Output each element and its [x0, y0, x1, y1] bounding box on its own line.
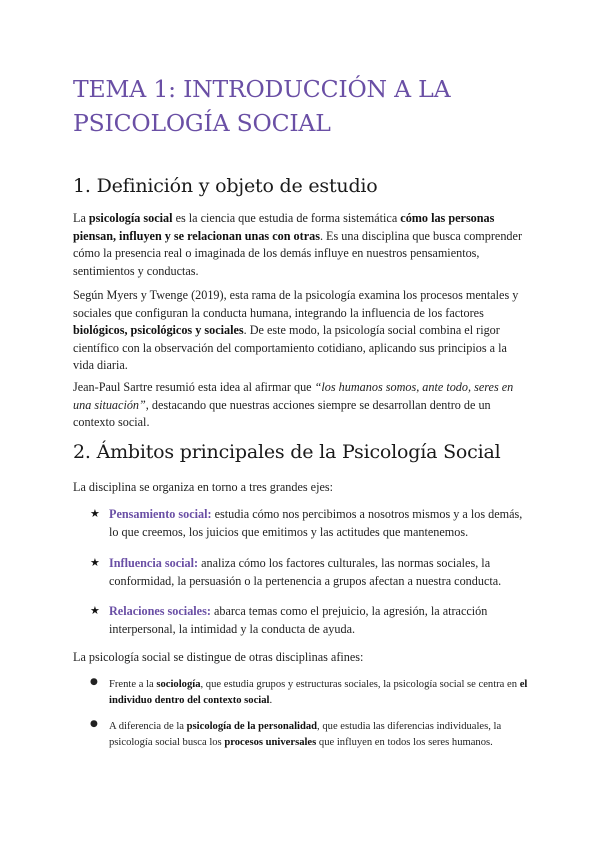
star-bullet-icon: ★: [90, 556, 100, 569]
text-run: Según Myers y Twenge (2019), esta rama de la psicología examina los procesos mentales y sociales que configuran la conducta humana, integrando la influencia de los factores: [73, 288, 519, 320]
bold-term: el individuo dentro del contexto social: [109, 679, 528, 706]
axis-label: Influencia social:: [109, 556, 199, 570]
comparison-text: [109, 719, 530, 751]
axis-item-social-influence: [90, 555, 530, 590]
axis-description: abarca temas como el prejuicio, la agresión, la atracción interpersonal, la intimidad y la conducta de ayuda.: [109, 604, 488, 636]
document-title: TEMA 1: INTRODUCCIÓN A LA PSICOLOGÍA SOCIAL: [73, 75, 451, 137]
bold-term: sociología: [156, 679, 201, 690]
definition-paragraph: [73, 210, 528, 280]
axis-description: estudia cómo nos percibimos a nosotros mismos y a los demás, lo que creemos, los juicios que emitimos y las actitudes que mantenemos.: [109, 507, 523, 539]
text-run: La: [73, 211, 89, 225]
section1-heading: 1. Definición y objeto de estudio: [73, 175, 378, 197]
axes-intro: La disciplina se organiza en torno a tres grandes ejes:: [73, 480, 334, 494]
text-run: es la ciencia que estudia de forma sistemática: [172, 211, 401, 225]
bold-term: procesos universales: [224, 737, 317, 748]
axis-text: [109, 603, 530, 638]
bold-term: psicología de la personalidad: [186, 721, 318, 732]
comparison-item-personality: [90, 719, 530, 751]
star-bullet-icon: ★: [90, 507, 100, 520]
text-run: , destacando que nuestras acciones siempre se desarrollan dentro de un contexto social.: [73, 397, 491, 429]
myers-paragraph: [73, 287, 528, 375]
section2-heading: 2. Ámbitos principales de la Psicología Social: [73, 441, 501, 463]
text-run: . De este modo, la psicología social combina el rigor científico con la observación del comportamiento cotidiano, aplicando sus principios a la vida diaria.: [73, 323, 507, 372]
comparison-text: [109, 677, 530, 709]
axis-item-social-thought: [90, 506, 530, 541]
axis-text: [109, 506, 530, 541]
quote: “los humanos somos, ante todo, seres en una situación”: [73, 380, 514, 412]
axis-text: [109, 555, 530, 590]
text-run: , que estudia las diferencias individuales, la psicología social busca los: [109, 721, 502, 748]
sartre-paragraph: [73, 379, 528, 432]
dot-bullet-icon: ●: [90, 719, 98, 729]
text-run: Frente a la: [109, 679, 157, 690]
axis-label: Relaciones sociales:: [109, 604, 211, 618]
text-run: . Es una disciplina que busca comprender cómo la presencia real o imaginada de los demás influye en nuestros pensamientos, sentimientos y conductas.: [73, 228, 522, 278]
distinguish-intro: La psicología social se distingue de otras disciplinas afines:: [73, 650, 364, 664]
dot-bullet-icon: ●: [90, 677, 98, 687]
comparison-item-sociology: [90, 677, 530, 709]
axis-description: analiza cómo los factores culturales, las normas sociales, la conformidad, la persuasión o la pertenencia a grupos afectan a nuestra conducta.: [109, 556, 502, 588]
text-run: Jean-Paul Sartre resumió esta idea al afirmar que: [73, 380, 315, 394]
axis-item-social-relations: [90, 603, 530, 638]
text-run: .: [269, 695, 273, 706]
star-bullet-icon: ★: [90, 604, 100, 617]
text-run: , que estudia grupos y estructuras sociales, la psicología social se centra en: [200, 679, 520, 690]
bold-term: biológicos, psicológicos y sociales: [73, 323, 244, 337]
text-run: A diferencia de la: [109, 721, 187, 732]
bold-term: psicología social: [88, 211, 173, 225]
axis-label: Pensamiento social:: [109, 507, 212, 521]
text-run: que influyen en todos los seres humanos.: [316, 737, 493, 748]
bold-term: cómo las personas piensan, influyen y se relacionan unas con otras: [73, 211, 495, 243]
